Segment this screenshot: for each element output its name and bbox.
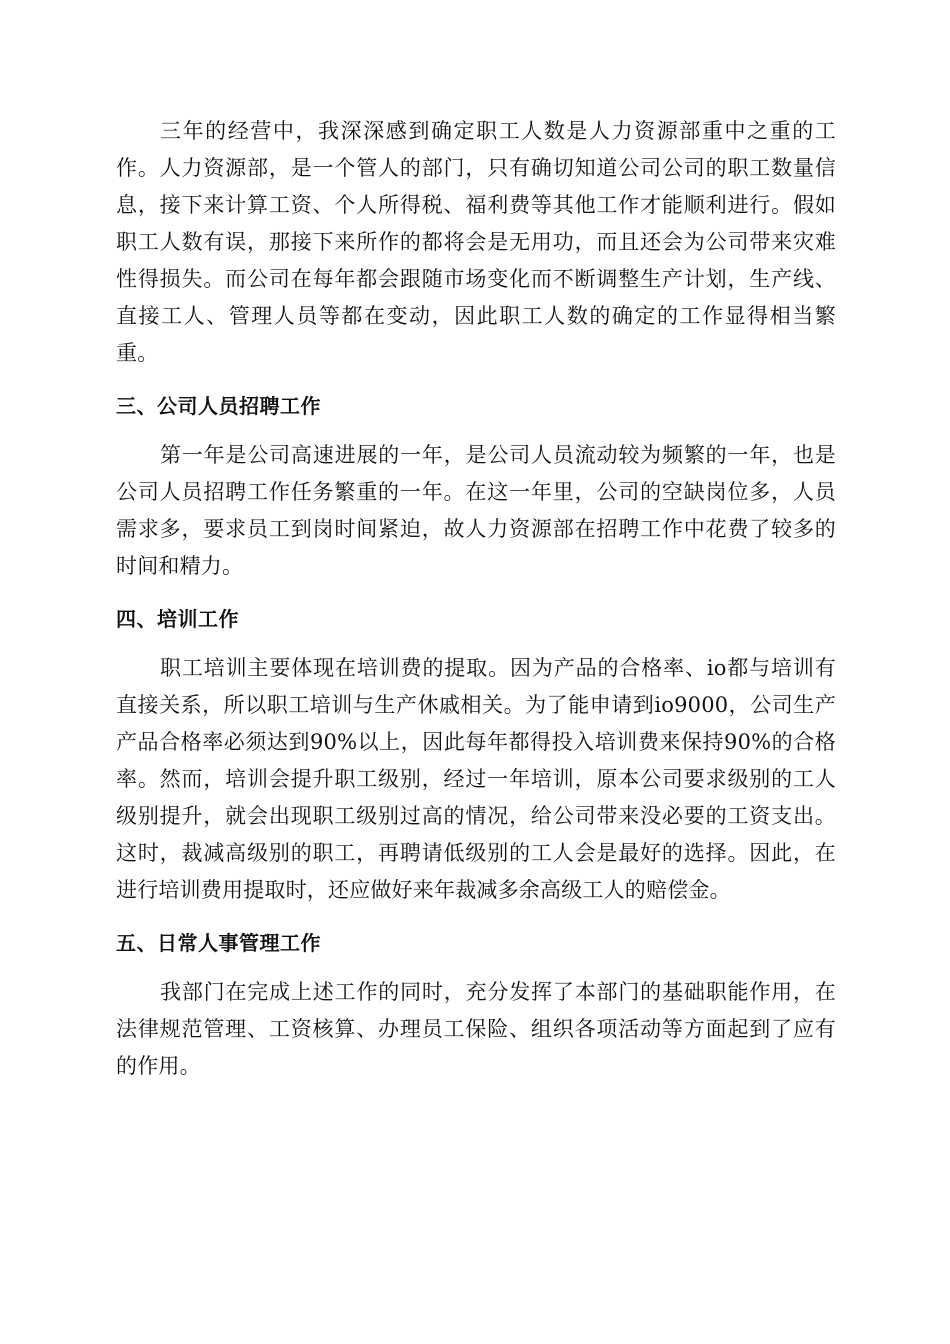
section-heading-training: 四、培训工作 [116,607,239,631]
document-body [116,113,836,1085]
section-body-training: 职工培训主要体现在培训费的提取。因为产品的合格率、io都与培训有直接关系，所以职工培训与生产休戚相关。为了能申请到io9000，公司生产产品合格率必须达到90%以上，因此每年都得投入培训费来保持90%的合格率。然而，培训会提升职工级别，经过一年培训，原本公司要求级别的工人级别提升，就会出现职工级别过高的情况，给公司带来没必要的工资支出。这时，裁减高级别的职工，再聘请低级别的工人会是最好的选择。因此，在进行培训费用提取时，还应做好来年裁减多余高级工人的赔偿金。 [116,656,836,902]
section-body-daily-hr: 我部门在完成上述工作的同时，充分发挥了本部门的基础职能作用，在法律规范管理、工资核算、办理员工保险、组织各项活动等方面起到了应有的作用。 [116,980,836,1078]
section-heading-daily-hr: 五、日常人事管理工作 [116,931,321,955]
intro-paragraph: 三年的经营中，我深深感到确定职工人数是人力资源部重中之重的工作。人力资源部，是一个管人的部门，只有确切知道公司公司的职工数量信息，接下来计算工资、个人所得税、福利费等其他工作才能顺利进行。假如职工人数有误，那接下来所作的都将会是无用功，而且还会为公司带来灾难性得损失。而公司在每年都会跟随市场变化而不断调整生产计划，生产线、直接工人、管理人员等都在变动，因此职工人数的确定的工作显得相当繁重。 [116,119,836,365]
section-body-recruitment: 第一年是公司高速进展的一年，是公司人员流动较为频繁的一年，也是公司人员招聘工作任务繁重的一年。在这一年里，公司的空缺岗位多，人员需求多，要求员工到岗时间紧迫，故人力资源部在招聘工作中花费了较多的时间和精力。 [116,443,836,578]
section-heading-recruitment: 三、公司人员招聘工作 [116,394,321,418]
